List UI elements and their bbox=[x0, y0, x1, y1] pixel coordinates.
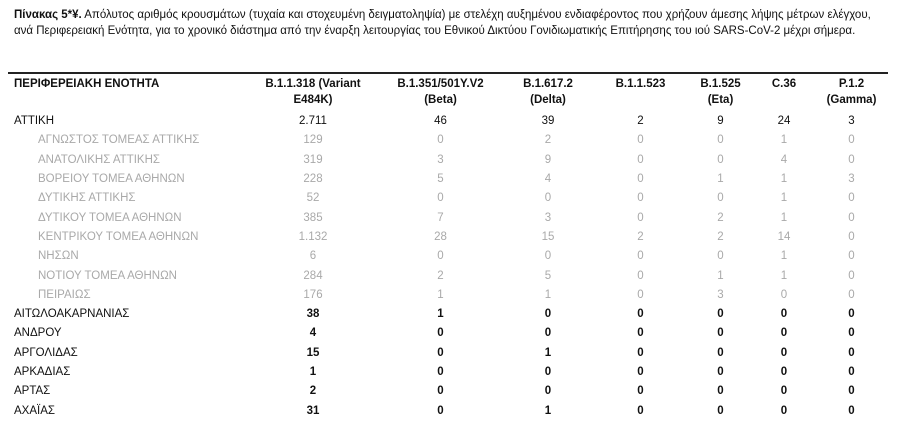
count-cell: 0 bbox=[848, 192, 855, 205]
count-cell: 1 bbox=[717, 173, 724, 186]
count-cell: 1 bbox=[780, 192, 788, 205]
column-header: B.1.351/501Y.V2 (Beta) bbox=[397, 78, 484, 106]
count-cell: 385 bbox=[303, 211, 323, 224]
count-cell: 0 bbox=[717, 134, 724, 147]
count-cell: 5 bbox=[437, 173, 444, 186]
count-cell: 0 bbox=[437, 366, 444, 378]
table-caption bbox=[14, 8, 874, 39]
count-cell: 0 bbox=[848, 288, 855, 301]
count-cell: 2 bbox=[309, 385, 317, 398]
count-cell: 0 bbox=[637, 366, 644, 378]
region-name-cell: ΚΕΝΤΡΙΚΟΥ ΤΟΜΕΑ ΑΘΗΝΩΝ bbox=[38, 230, 199, 243]
column-header: B.1.1.318 (Variant E484K) bbox=[265, 78, 361, 106]
column-header: B.1.525 (Eta) bbox=[700, 78, 741, 106]
table-row bbox=[8, 324, 888, 343]
count-cell: 0 bbox=[717, 366, 724, 378]
count-cell: 0 bbox=[717, 327, 724, 340]
count-cell: 5 bbox=[544, 269, 552, 282]
count-cell: 1 bbox=[544, 404, 552, 417]
count-cell: 0 bbox=[637, 211, 644, 224]
table-subrow bbox=[8, 151, 888, 170]
region-name-cell: ΑΧΑΪΑΣ bbox=[14, 404, 55, 417]
count-cell: 4 bbox=[309, 327, 317, 340]
region-name-cell: ΔΥΤΙΚΗΣ ΑΤΤΙΚΗΣ bbox=[38, 192, 136, 205]
count-cell: 1 bbox=[437, 288, 444, 301]
table-subrow bbox=[8, 189, 888, 208]
region-name-cell: ΒΟΡΕΙΟΥ ΤΟΜΕΑ ΑΘΗΝΩΝ bbox=[38, 173, 185, 186]
count-cell: 0 bbox=[848, 269, 855, 282]
count-cell: 0 bbox=[848, 250, 855, 263]
count-cell: 0 bbox=[848, 230, 855, 243]
table-subrow bbox=[8, 228, 888, 247]
table-subrow bbox=[8, 170, 888, 189]
count-cell: 0 bbox=[717, 346, 724, 359]
count-cell: 0 bbox=[848, 153, 855, 166]
count-cell: 0 bbox=[544, 385, 552, 398]
count-cell: 0 bbox=[437, 250, 444, 263]
count-cell: 2 bbox=[637, 115, 644, 128]
count-cell: 24 bbox=[777, 115, 791, 128]
column-header: C.36 bbox=[771, 78, 797, 90]
region-name-cell: ΑΝΑΤΟΛΙΚΗΣ ΑΤΤΙΚΗΣ bbox=[38, 153, 161, 166]
variants-table bbox=[8, 76, 888, 421]
table-subrow bbox=[8, 286, 888, 305]
column-header: P.1.2 (Gamma) bbox=[826, 78, 877, 106]
column-header: B.1.1.523 bbox=[615, 78, 666, 90]
count-cell: 0 bbox=[848, 385, 855, 398]
count-cell: 0 bbox=[544, 192, 552, 205]
count-cell: 1 bbox=[780, 134, 788, 147]
count-cell: 0 bbox=[637, 404, 644, 417]
column-header: B.1.617.2 (Delta) bbox=[523, 78, 573, 106]
count-cell: 0 bbox=[637, 346, 644, 359]
count-cell: 15 bbox=[306, 346, 320, 359]
count-cell: 0 bbox=[637, 269, 644, 282]
count-cell: 0 bbox=[848, 308, 855, 321]
count-cell: 228 bbox=[303, 173, 323, 186]
count-cell: 0 bbox=[717, 404, 724, 417]
count-cell: 1 bbox=[780, 269, 788, 282]
count-cell: 46 bbox=[434, 115, 447, 128]
count-cell: 1 bbox=[780, 173, 788, 186]
count-cell: 0 bbox=[780, 308, 788, 321]
region-name-cell: ΑΓΝΩΣΤΟΣ ΤΟΜΕΑΣ ΑΤΤΙΚΗΣ bbox=[38, 134, 200, 147]
region-name-cell: ΝΗΣΩΝ bbox=[38, 250, 79, 263]
count-cell: 4 bbox=[544, 173, 552, 186]
count-cell: 52 bbox=[306, 192, 320, 205]
region-name-cell: ΠΕΙΡΑΙΩΣ bbox=[38, 288, 91, 301]
header-row bbox=[8, 76, 888, 112]
count-cell: 3 bbox=[437, 153, 444, 166]
region-name-cell: ΝΟΤΙΟΥ ΤΟΜΕΑ ΑΘΗΝΩΝ bbox=[38, 269, 177, 282]
table-subrow bbox=[8, 266, 888, 285]
count-cell: 0 bbox=[848, 366, 855, 378]
column-header: ΠΕΡΙΦΕΡΕΙΑΚΗ ΕΝΟΤΗΤΑ bbox=[14, 78, 160, 90]
count-cell: 0 bbox=[717, 308, 724, 321]
table-row bbox=[8, 305, 888, 324]
count-cell: 2.711 bbox=[299, 115, 327, 128]
count-cell: 9 bbox=[717, 115, 724, 128]
count-cell: 0 bbox=[544, 250, 552, 263]
count-cell: 0 bbox=[717, 153, 724, 166]
count-cell: 0 bbox=[637, 327, 644, 340]
table-subrow bbox=[8, 247, 888, 266]
count-cell: 1 bbox=[544, 346, 552, 359]
count-cell: 0 bbox=[437, 134, 444, 147]
table-label: Πίνακας 5*¥. bbox=[14, 9, 82, 21]
count-cell: 0 bbox=[848, 134, 855, 147]
count-cell: 0 bbox=[717, 192, 724, 205]
count-cell: 0 bbox=[780, 366, 788, 378]
count-cell: 0 bbox=[717, 385, 724, 398]
count-cell: 176 bbox=[303, 288, 323, 301]
count-cell: 0 bbox=[848, 327, 855, 340]
count-cell: 28 bbox=[434, 230, 447, 243]
count-cell: 4 bbox=[780, 153, 788, 166]
count-cell: 0 bbox=[637, 173, 644, 186]
count-cell: 6 bbox=[309, 250, 317, 263]
count-cell: 0 bbox=[848, 211, 855, 224]
count-cell: 1 bbox=[717, 269, 724, 282]
region-name-cell: ΑΡΚΑΔΙΑΣ bbox=[14, 366, 71, 378]
count-cell: 1 bbox=[544, 288, 552, 301]
region-name-cell: ΑΤΤΙΚΗ bbox=[14, 115, 55, 128]
count-cell: 2 bbox=[717, 211, 724, 224]
count-cell: 39 bbox=[541, 115, 555, 128]
count-cell: 0 bbox=[637, 134, 644, 147]
region-name-cell: ΑΡΓΟΛΙΔΑΣ bbox=[14, 346, 78, 359]
table-row bbox=[8, 401, 888, 420]
count-cell: 0 bbox=[717, 250, 724, 263]
table-description: Απόλυτος αριθμός κρουσμάτων (τυχαία και στοχευμένη δειγματοληψία) με στελέχη αυξημένου ενδιαφέροντος που χρήζουν άμεσης λήψης μέτρων ελέγχου, ανά Περιφερειακή Ενότητα, για το χρονικό διάστημα από την έναρξη λειτουργίας του Εθνικού Δικτύου Γονιδιωματικής Επιτήρησης του ιού SARS-CoV-2 μέχρι σήμερα. bbox=[14, 9, 871, 37]
count-cell: 0 bbox=[637, 385, 644, 398]
count-cell: 0 bbox=[780, 404, 788, 417]
count-cell: 1.132 bbox=[298, 230, 328, 243]
count-cell: 0 bbox=[780, 288, 788, 301]
count-cell: 0 bbox=[437, 346, 444, 359]
count-cell: 0 bbox=[544, 308, 552, 321]
count-cell: 3 bbox=[848, 115, 855, 128]
region-name-cell: ΑΙΤΩΛΟΑΚΑΡΝΑΝΙΑΣ bbox=[14, 308, 130, 321]
count-cell: 14 bbox=[777, 230, 791, 243]
count-cell: 2 bbox=[637, 230, 644, 243]
count-cell: 0 bbox=[780, 327, 788, 340]
count-cell: 0 bbox=[437, 385, 444, 398]
count-cell: 0 bbox=[637, 308, 644, 321]
count-cell: 38 bbox=[306, 308, 320, 321]
count-cell: 3 bbox=[717, 288, 724, 301]
count-cell: 1 bbox=[780, 250, 788, 263]
table-row bbox=[8, 363, 888, 382]
count-cell: 319 bbox=[303, 153, 323, 166]
table-body bbox=[8, 112, 888, 421]
count-cell: 0 bbox=[437, 404, 444, 417]
table-row bbox=[8, 344, 888, 363]
count-cell: 15 bbox=[541, 230, 555, 243]
count-cell: 9 bbox=[544, 153, 552, 166]
region-name-cell: ΔΥΤΙΚΟΥ ΤΟΜΕΑ ΑΘΗΝΩΝ bbox=[38, 211, 182, 224]
count-cell: 129 bbox=[303, 134, 323, 147]
count-cell: 1 bbox=[309, 366, 317, 378]
count-cell: 0 bbox=[637, 250, 644, 263]
count-cell: 0 bbox=[544, 366, 552, 378]
table-row bbox=[8, 112, 888, 131]
table-row bbox=[8, 382, 888, 401]
table-subrow bbox=[8, 131, 888, 150]
header-rule bbox=[8, 72, 888, 74]
count-cell: 3 bbox=[848, 173, 855, 186]
count-cell: 0 bbox=[780, 346, 788, 359]
count-cell: 2 bbox=[717, 230, 724, 243]
region-name-cell: ΑΡΤΑΣ bbox=[14, 385, 51, 398]
count-cell: 1 bbox=[437, 308, 444, 321]
count-cell: 0 bbox=[637, 288, 644, 301]
count-cell: 2 bbox=[544, 134, 552, 147]
count-cell: 3 bbox=[544, 211, 552, 224]
count-cell: 1 bbox=[780, 211, 788, 224]
count-cell: 7 bbox=[437, 211, 444, 224]
count-cell: 0 bbox=[544, 327, 552, 340]
count-cell: 0 bbox=[637, 153, 644, 166]
count-cell: 0 bbox=[637, 192, 644, 205]
table-subrow bbox=[8, 208, 888, 227]
count-cell: 0 bbox=[437, 327, 444, 340]
count-cell: 31 bbox=[306, 404, 320, 417]
count-cell: 0 bbox=[848, 404, 855, 417]
count-cell: 284 bbox=[303, 269, 323, 282]
count-cell: 0 bbox=[848, 346, 855, 359]
count-cell: 0 bbox=[780, 385, 788, 398]
region-name-cell: ΑΝΔΡΟΥ bbox=[14, 327, 62, 340]
count-cell: 2 bbox=[437, 269, 444, 282]
count-cell: 0 bbox=[437, 192, 444, 205]
